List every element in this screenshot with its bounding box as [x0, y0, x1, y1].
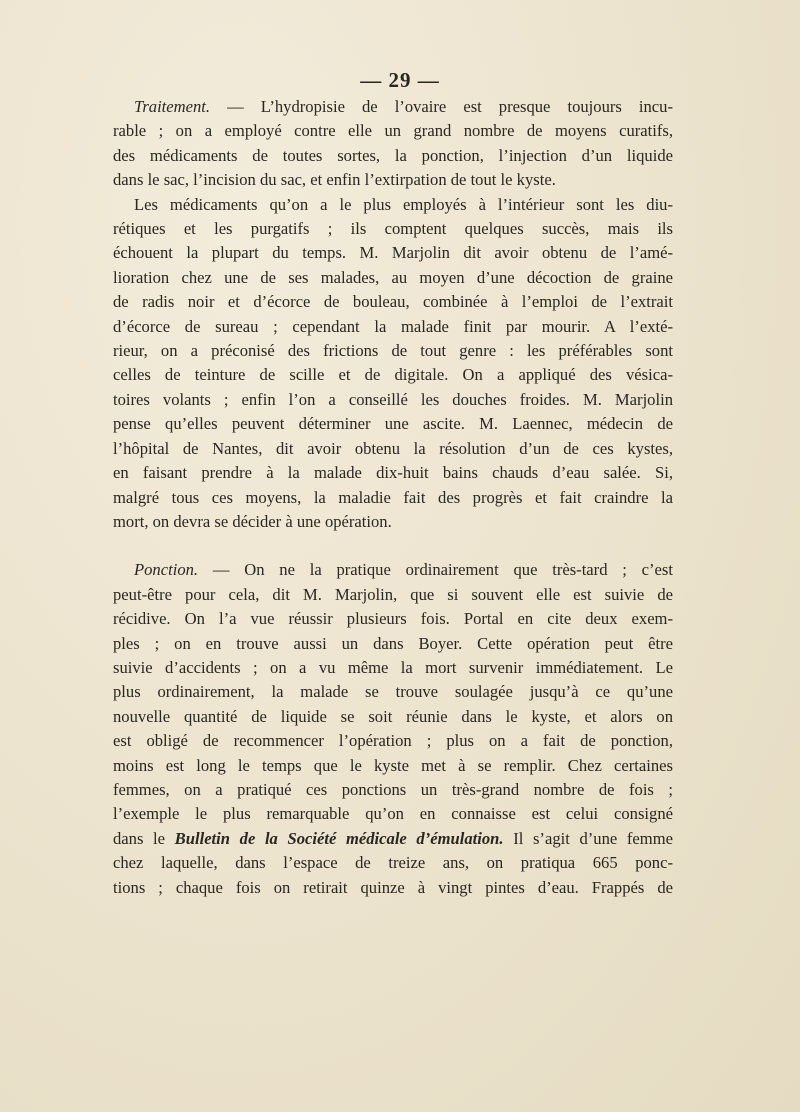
- text-line: femmes, on a pratiqué ces ponctions un très-grand nombre de fois ;: [113, 779, 673, 799]
- text-line: dans le sac, l’incision du sac, et enfin l’extirpation de tout le kyste.: [113, 170, 556, 190]
- text-line: en faisant prendre à la malade dix-huit bains chauds d’eau salée. Si,: [113, 463, 673, 483]
- text-line: rable ; on a employé contre elle un grand nombre de moyens curatifs,: [113, 121, 673, 141]
- text-line: rétiques et les purgatifs ; ils comptent quelques succès, mais ils: [113, 219, 673, 239]
- text-line: malgré tous ces moyens, la maladie fait des progrès et fait craindre la: [113, 487, 673, 507]
- text-line: plus ordinairement, la malade se trouve soulagée jusqu’à ce qu’une: [113, 682, 673, 702]
- text-line: [113, 827, 673, 851]
- text-line: celles de teinture de scille et de digitale. On a appliqué des vésica-: [113, 365, 673, 385]
- bulletin-title: Bulletin de la Société médicale d’émulation.: [174, 828, 504, 848]
- text-line: rieur, on a préconisé des frictions de tout genre : les préférables sont: [113, 341, 673, 361]
- text-line: de radis noir et d’écorce de bouleau, combinée à l’emploi de l’extrait: [113, 292, 673, 312]
- text-line: l’hôpital de Nantes, dit avoir obtenu la résolution d’un de ces kystes,: [113, 438, 673, 458]
- text-line: chez laquelle, dans l’espace de treize ans, on pratiqua 665 ponc-: [113, 853, 673, 873]
- text-line: ples ; on en trouve aussi un dans Boyer. Cette opération peut être: [113, 633, 673, 653]
- text-span: — L’hydropisie de l’ovaire est presque toujours incu-: [210, 97, 673, 116]
- text-line: Les médicaments qu’on a le plus employés à l’intérieur sont les diu-: [134, 194, 673, 214]
- text-line: peut-être pour cela, dit M. Marjolin, que si souvent elle est suivie de: [113, 584, 673, 604]
- text-line: des médicaments de toutes sortes, la ponction, l’injection d’un liquide: [113, 145, 673, 165]
- text-line: pense qu’elles peuvent déterminer une ascite. M. Laennec, médecin de: [113, 414, 673, 434]
- text-span: Il s’agit d’une femme: [503, 828, 673, 848]
- paragraph-medicaments: [113, 193, 673, 535]
- text-line: nouvelle quantité de liquide se soit réunie dans le kyste, et alors on: [113, 706, 673, 726]
- section-heading-ponction: Ponction.: [134, 560, 199, 580]
- section-heading-traitement: Traitement.: [134, 97, 211, 116]
- text-line: est obligé de recommencer l’opération ; plus on a fait de ponction,: [113, 731, 673, 751]
- text-line: récidive. On l’a vue réussir plusieurs fois. Portal en cite deux exem-: [113, 609, 673, 629]
- text-line: moins est long le temps que le kyste met à se remplir. Chez certaines: [113, 755, 673, 775]
- text-span: — On ne la pratique ordinairement que très-tard ; c’est: [198, 560, 673, 580]
- page-number: — 29 —: [360, 68, 440, 92]
- text-line: échouent la plupart du temps. M. Marjolin dit avoir obtenu de l’amé-: [113, 243, 673, 263]
- text-span: dans le: [113, 828, 175, 848]
- text-line: mort, on devra se décider à une opération.: [113, 511, 392, 531]
- text-line: [113, 95, 673, 119]
- text-line: suivie d’accidents ; on a vu même la mort survenir immédiatement. Le: [113, 657, 673, 677]
- text-line: d’écorce de sureau ; cependant la malade finit par mourir. A l’exté-: [113, 316, 673, 336]
- paragraph-gap: [113, 534, 673, 558]
- text-line: l’exemple le plus remarquable qu’on en connaisse est celui consigné: [113, 804, 673, 824]
- body-text: [113, 95, 673, 900]
- paragraph-ponction: [113, 558, 673, 900]
- text-line: [113, 558, 673, 582]
- text-line: lioration chez une de ses malades, au moyen d’une décoction de graine: [113, 267, 673, 287]
- paragraph-traitement: [113, 95, 673, 193]
- text-line: toires volants ; enfin l’on a conseillé les douches froides. M. Marjolin: [113, 389, 673, 409]
- text-line: tions ; chaque fois on retirait quinze à vingt pintes d’eau. Frappés de: [113, 877, 673, 897]
